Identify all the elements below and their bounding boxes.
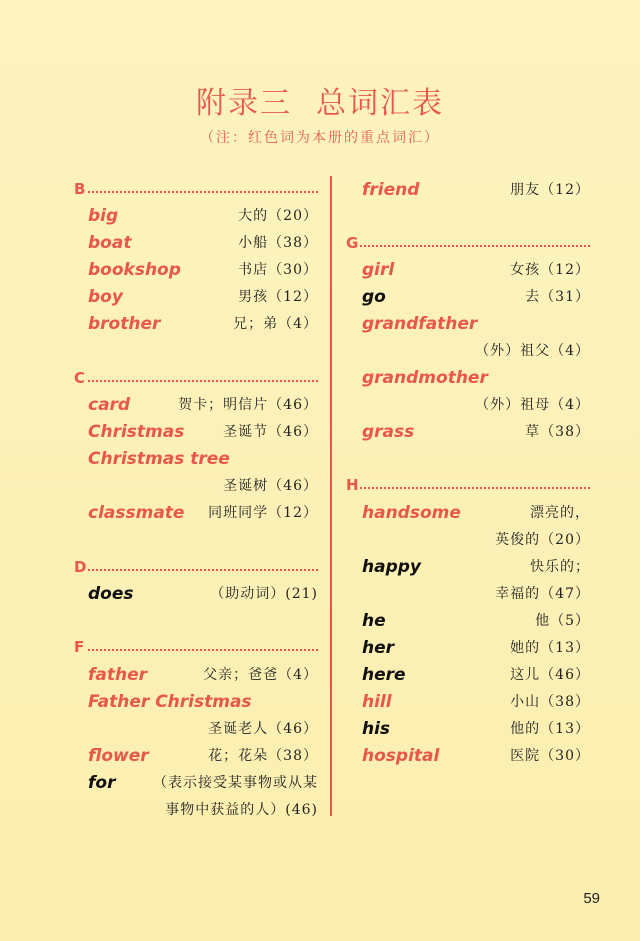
section-letter: C xyxy=(74,369,86,387)
word-grandfather: grandfather xyxy=(362,314,478,334)
meaning-father-christmas: 圣诞老人（46） xyxy=(208,721,318,737)
section-letter: H xyxy=(346,476,359,494)
word-grandmother: grandmother xyxy=(362,368,488,388)
column-divider xyxy=(330,176,332,816)
meaning-does: （助动词）(21) xyxy=(210,586,318,602)
word-boy: boy xyxy=(88,287,123,307)
word-father-christmas: Father Christmas xyxy=(88,692,252,712)
word-father: father xyxy=(88,665,148,685)
section-letter: B xyxy=(74,180,86,198)
word-hospital: hospital xyxy=(362,746,440,766)
meaning-boy: 男孩（12） xyxy=(238,289,318,305)
meaning-bookshop: 书店（30） xyxy=(238,262,318,278)
meaning-christmas: 圣诞节（46） xyxy=(223,424,318,440)
meaning-go: 去（31） xyxy=(525,289,590,305)
meaning-grandfather: （外）祖父（4） xyxy=(475,343,590,359)
title-part2: 总词汇表 xyxy=(316,86,444,121)
meaning-grass: 草（38） xyxy=(525,424,590,440)
word-happy: happy xyxy=(362,557,421,577)
dotted-rule xyxy=(360,245,590,247)
dotted-rule xyxy=(88,649,318,651)
section-header-f xyxy=(74,638,318,658)
word-christmas-tree: Christmas tree xyxy=(88,449,230,469)
word-classmate: classmate xyxy=(88,503,185,523)
word-here: here xyxy=(362,665,406,685)
word-boat: boat xyxy=(88,233,132,253)
word-brother: brother xyxy=(88,314,161,334)
word-girl: girl xyxy=(362,260,395,280)
meaning-big: 大的（20） xyxy=(238,208,318,224)
word-christmas: Christmas xyxy=(88,422,185,442)
meaning-boat: 小船（38） xyxy=(238,235,318,251)
meaning-he: 他（5） xyxy=(535,613,590,629)
word-big: big xyxy=(88,206,119,226)
meaning-handsome-line1: 漂亮的， xyxy=(530,505,590,521)
dotted-rule xyxy=(88,191,318,193)
meaning-father: 父亲；爸爸（4） xyxy=(203,667,318,683)
section-header-g xyxy=(346,234,590,254)
word-his: his xyxy=(362,719,391,739)
section-header-h xyxy=(346,476,590,496)
section-header-b xyxy=(74,180,318,200)
word-grass: grass xyxy=(362,422,415,442)
word-for: for xyxy=(88,773,116,793)
meaning-brother: 兄；弟（4） xyxy=(233,316,318,332)
meaning-handsome-line2: 英俊的（20） xyxy=(495,532,590,548)
meaning-for-line1: （表示接受某事物或从某 xyxy=(153,775,318,791)
meaning-grandmother: （外）祖母（4） xyxy=(475,397,590,413)
meaning-card: 贺卡；明信片（46） xyxy=(178,397,318,413)
section-letter: D xyxy=(74,558,87,576)
meaning-happy-line1: 快乐的； xyxy=(530,559,590,575)
title-part1: 附录三 xyxy=(196,86,292,121)
page-subtitle: （注：红色词为本册的重点词汇） xyxy=(200,130,440,146)
meaning-for-line2: 事物中获益的人）(46) xyxy=(165,802,318,818)
meaning-hospital: 医院（30） xyxy=(510,748,590,764)
word-bookshop: bookshop xyxy=(88,260,181,280)
meaning-here: 这儿（46） xyxy=(510,667,590,683)
section-letter: F xyxy=(74,638,85,656)
word-go: go xyxy=(362,287,386,307)
meaning-classmate: 同班同学（12） xyxy=(208,505,318,521)
word-hill: hill xyxy=(362,692,392,712)
page-title xyxy=(0,78,640,122)
dotted-rule xyxy=(88,569,318,571)
word-he: he xyxy=(362,611,386,631)
section-header-c xyxy=(74,369,318,389)
word-friend: friend xyxy=(362,180,420,200)
meaning-girl: 女孩（12） xyxy=(510,262,590,278)
meaning-christmas-tree: 圣诞树（46） xyxy=(223,478,318,494)
word-flower: flower xyxy=(88,746,149,766)
word-handsome: handsome xyxy=(362,503,461,523)
page-number: 59 xyxy=(583,890,600,907)
dotted-rule xyxy=(88,380,318,382)
word-her: her xyxy=(362,638,395,658)
meaning-friend: 朋友（12） xyxy=(510,182,590,198)
meaning-her: 她的（13） xyxy=(510,640,590,656)
section-letter: G xyxy=(346,234,359,252)
word-card: card xyxy=(88,395,131,415)
meaning-his: 他的（13） xyxy=(510,721,590,737)
word-does: does xyxy=(88,584,134,604)
meaning-flower: 花；花朵（38） xyxy=(208,748,318,764)
dotted-rule xyxy=(360,487,590,489)
section-header-d xyxy=(74,558,318,578)
meaning-happy-line2: 幸福的（47） xyxy=(495,586,590,602)
meaning-hill: 小山（38） xyxy=(510,694,590,710)
